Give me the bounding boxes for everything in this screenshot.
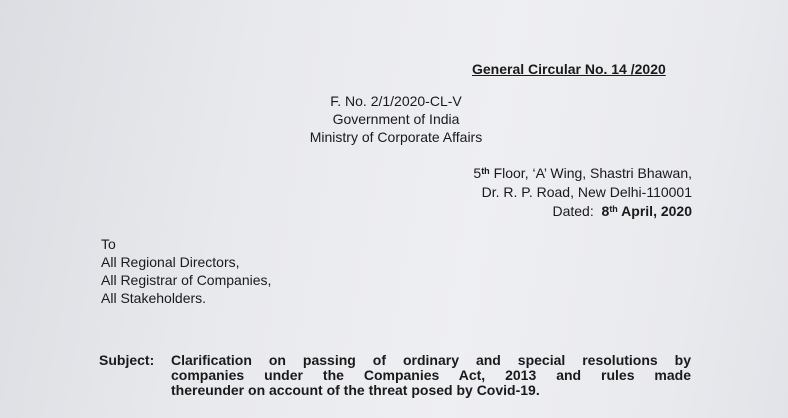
date-value xyxy=(602,203,692,219)
file-number: F. No. 2/1/2020-CL-V xyxy=(330,93,462,109)
floor-suffix: th xyxy=(481,166,490,176)
date-line xyxy=(473,202,692,221)
subject-line: companies under the Companies Act, 2013 and rules made xyxy=(171,367,691,383)
issuing-authority xyxy=(296,92,496,146)
address-block xyxy=(473,164,692,221)
dated-label: Dated: xyxy=(552,203,594,219)
subject-block xyxy=(99,353,691,398)
to-label: To xyxy=(101,236,116,252)
recipient-item: All Stakeholders. xyxy=(101,290,207,306)
subject-line: Clarification on passing of ordinary and special resolutions by xyxy=(171,352,691,368)
floor-number: 5 xyxy=(473,165,482,181)
subject-text xyxy=(171,353,691,398)
subject-label: Subject: xyxy=(99,352,155,368)
address-line-1 xyxy=(473,164,692,183)
circular-title: General Circular No. 14 /2020 xyxy=(472,61,666,77)
date-rest: April, 2020 xyxy=(617,203,692,219)
recipient-item: All Registrar of Companies, xyxy=(101,272,272,288)
date-day: 8 xyxy=(601,203,610,219)
recipient-item: All Regional Directors, xyxy=(101,254,240,270)
recipients-block xyxy=(101,235,271,307)
floor-rest: Floor, ‘A’ Wing, Shastri Bhawan, xyxy=(489,165,692,181)
address-line-2: Dr. R. P. Road, New Delhi-110001 xyxy=(481,184,692,200)
ministry-name: Ministry of Corporate Affairs xyxy=(309,129,483,145)
date-suffix: th xyxy=(609,204,618,214)
subject-line: thereunder on account of the threat posed by Covid-19. xyxy=(171,382,540,398)
government-name: Government of India xyxy=(332,111,460,127)
